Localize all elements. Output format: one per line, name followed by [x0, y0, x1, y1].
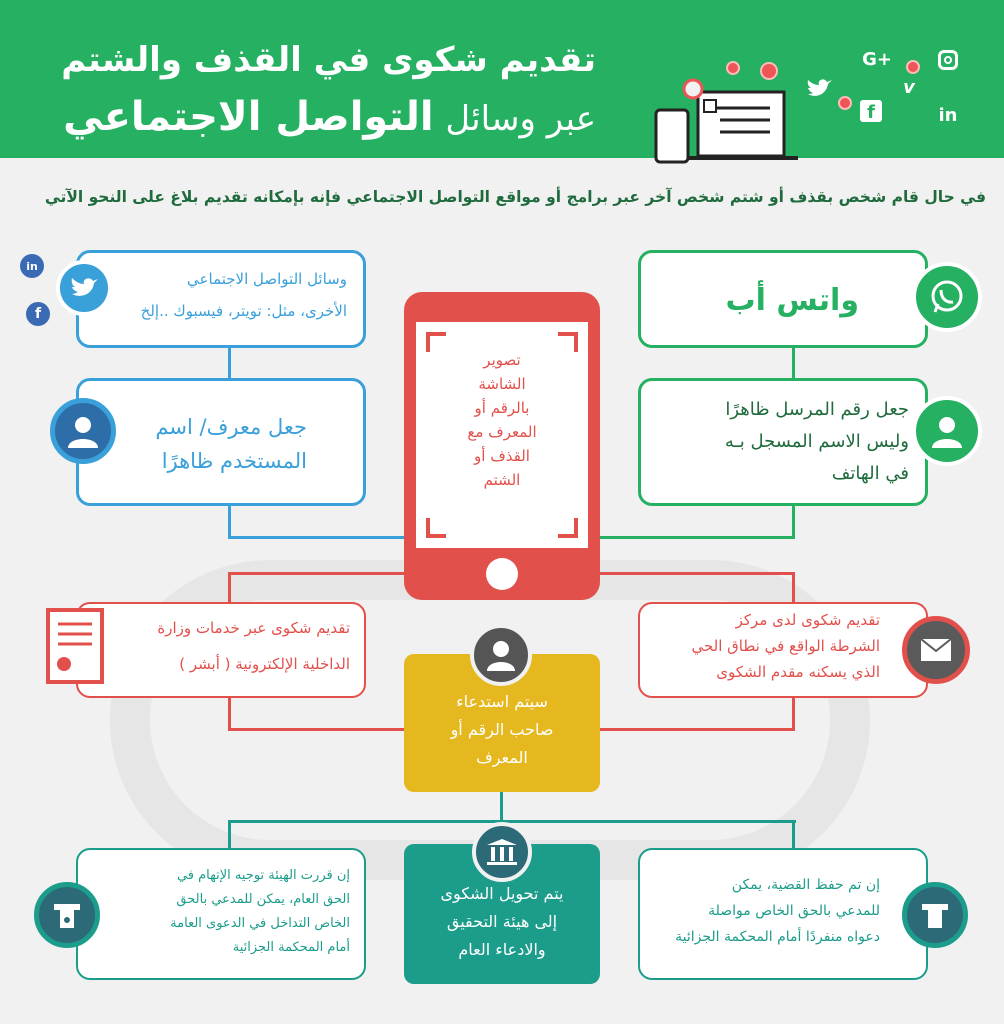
transfer-line: يتم تحويل الشكوى [440, 884, 564, 903]
other-social-line1: وسائل التواصل الاجتماعي [187, 270, 347, 288]
connector-line [792, 820, 795, 850]
notification-dot [906, 60, 920, 74]
notification-dot [760, 62, 778, 80]
connector-line [600, 536, 795, 539]
connector-line [792, 696, 795, 730]
prosecution-box [76, 848, 366, 980]
connector-line [228, 820, 231, 850]
police-l3: الذي يسكنه مقدم الشكوى [716, 663, 880, 681]
police-l1: تقديم شكوى لدى مركز [735, 611, 880, 629]
linkedin-icon: in [20, 254, 44, 278]
case-closed-line: دعواه منفردًا أمام المحكمة الجزائية [675, 929, 880, 945]
prosecution-line: أمام المحكمة الجزائية [232, 940, 350, 955]
mail-icon [902, 616, 970, 684]
certificate-icon [44, 606, 106, 686]
other-social-detail-l1: جعل معرف/ اسم [155, 415, 307, 439]
interior-l1: تقديم شكوى عبر خدمات وزارة [157, 619, 350, 637]
case-closed-text [675, 872, 880, 950]
phone-text-line: بالرقم أو [474, 399, 530, 417]
prosecution-text [170, 864, 350, 960]
connector-line [600, 572, 795, 575]
connector-line [228, 728, 406, 731]
prosecution-line: إن قررت الهيئة توجيه الإتهام في [176, 868, 350, 883]
summon-line: سيتم استدعاء [456, 692, 548, 711]
phone-text-line: الشتم [483, 471, 521, 489]
phone-text-line: القذف أو [474, 447, 530, 465]
transfer-text [404, 880, 600, 964]
case-closed-line: إن تم حفظ القضية، يمكن [731, 877, 880, 893]
phone-text-line: المعرف مع [467, 423, 537, 441]
police-l2: الشرطة الواقع في نطاق الحي [691, 637, 880, 655]
connector-line [228, 536, 406, 539]
transfer-line: إلى هيئة التحقيق [446, 912, 558, 931]
facebook-icon: f [26, 302, 50, 326]
facebook-icon: f [860, 100, 882, 122]
connector-line [500, 792, 503, 822]
case-closed-line: للمدعي بالحق الخاص مواصلة [708, 903, 880, 919]
connector-line [228, 572, 231, 602]
page-title-line2 [63, 94, 596, 140]
case-closed-box [638, 848, 928, 980]
other-social-detail-l2: المستخدم ظاهرًا [161, 449, 307, 473]
whatsapp-title: واتس أب [725, 283, 859, 318]
interior-l2: الداخلية الإلكترونية ( أبشر ) [179, 655, 350, 673]
connector-line [228, 346, 231, 378]
whatsapp-detail-box [638, 378, 928, 506]
summon-text [404, 688, 600, 772]
connector-line [228, 820, 796, 823]
connector-line [228, 696, 231, 730]
page-title-line1: تقديم شكوى في القذف والشتم [61, 40, 596, 80]
phone-instructions [416, 348, 588, 492]
google-plus-icon: G+ [862, 49, 892, 70]
connector-line [792, 572, 795, 602]
other-social-line2: الأخرى، مثل: تويتر، فيسبوك ..إلخ [140, 302, 347, 320]
prosecution-line: الحق العام، يمكن للمدعي بالحق [176, 892, 350, 907]
whatsapp-detail-l1: جعل رقم المرسل ظاهرًا [725, 399, 909, 420]
phone-home-button [486, 558, 518, 590]
whatsapp-detail-l2: وليس الاسم المسجل بـه [724, 431, 909, 452]
summon-line: المعرف [476, 748, 528, 767]
phone-text-line: الشاشة [478, 375, 526, 393]
twitter-icon [806, 78, 832, 100]
whatsapp-box [638, 250, 928, 348]
podium-icon [34, 882, 100, 948]
courthouse-icon [472, 822, 532, 882]
caller-avatar-icon [470, 624, 532, 686]
connector-line [228, 504, 231, 538]
connector-line [792, 504, 795, 538]
connector-line [792, 346, 795, 378]
whatsapp-icon [912, 262, 982, 332]
summon-line: صاحب الرقم أو [450, 720, 554, 739]
title-line2-part1: عبر وسائل [445, 99, 596, 139]
title-line2-part2: التواصل الاجتماعي [63, 94, 434, 140]
interior-ministry-box [76, 602, 366, 698]
connector-line [598, 728, 795, 731]
whatsapp-detail-l3: في الهاتف [831, 463, 909, 484]
transfer-line: والادعاء العام [458, 940, 546, 959]
linkedin-icon: in [938, 105, 958, 126]
user-avatar-icon [50, 398, 116, 464]
police-box [638, 602, 928, 698]
other-social-detail-box [76, 378, 366, 506]
prosecution-line: الخاص التداخل في الدعوى العامة [170, 916, 350, 931]
phone-text-line: تصوير [483, 351, 521, 369]
user-avatar-icon [912, 396, 982, 466]
vimeo-icon: v [903, 77, 915, 98]
connector-line [228, 572, 406, 575]
other-social-box [76, 250, 366, 348]
intro-text: في حال قام شخص بقذف أو شتم شخص آخر عبر برامج أو مواقع التواصل الاجتماعي فإنه بإمكانه تقديم بلاغ على النحو الآتي [44, 188, 986, 206]
notification-dot [838, 96, 852, 110]
instagram-icon [938, 50, 958, 70]
podium-icon [902, 882, 968, 948]
twitter-icon [56, 260, 112, 316]
notification-dot [726, 61, 740, 75]
